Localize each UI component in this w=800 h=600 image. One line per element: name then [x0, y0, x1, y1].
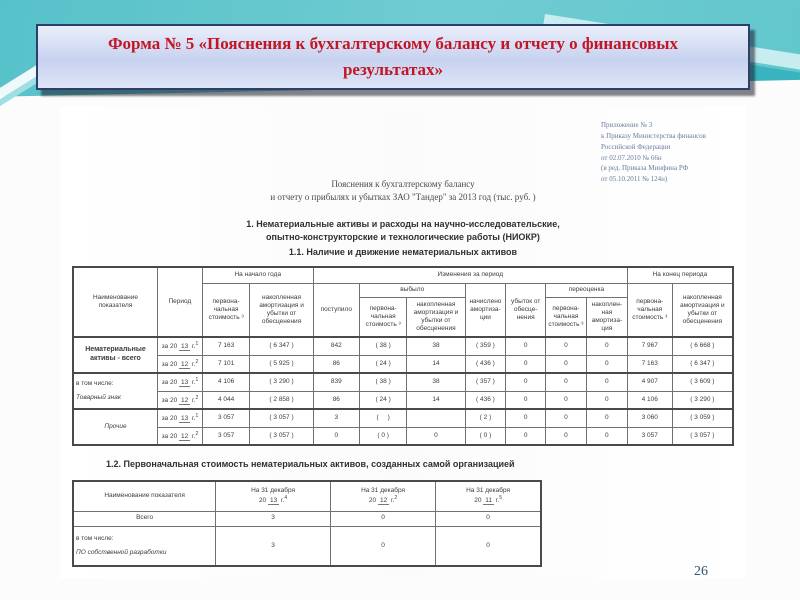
table-header-cell: убыток от обесце-нения	[506, 283, 546, 337]
value-cell: ( 3 059 )	[672, 409, 733, 427]
value-cell: 0	[546, 355, 587, 373]
header-row	[73, 481, 541, 511]
value-cell: ( 38 )	[359, 337, 407, 355]
value-cell: ( 3 057 )	[250, 427, 313, 445]
value-cell: ( 2 858 )	[250, 391, 313, 409]
table-header-cell: накопленная амортизация и убытки от обесценения	[672, 283, 733, 337]
row-label-main: ПО собственной разработки	[76, 548, 167, 556]
footnote-ref: 2	[394, 495, 398, 502]
table-header-cell: накоплен-ная амортиза-ция	[586, 297, 627, 337]
footnote-ref: 1	[195, 377, 199, 384]
value-cell: 0	[586, 391, 627, 409]
section-1-2-heading: 1.2. Первоначальная стоимость нематериальных активов, созданных самой организацией	[106, 459, 515, 469]
footnote-ref: 1	[195, 413, 199, 420]
value-cell: 0	[330, 511, 435, 526]
underlined-year: 13	[269, 497, 278, 505]
table-row	[73, 355, 733, 373]
underlined-year: 11	[485, 497, 492, 505]
table-row	[73, 337, 733, 355]
value-cell: 38	[407, 337, 465, 355]
underlined-year: 13	[181, 379, 189, 387]
value-cell: 0	[586, 409, 627, 427]
value-cell: 3	[216, 511, 331, 526]
section-1-line: опытно-конструкторские и технологические работы (НИОКР)	[266, 232, 540, 243]
section-1-line: 1. Нематериальные активы и расходы на научно-исследовательские,	[246, 219, 560, 229]
table-row	[73, 427, 733, 445]
value-cell: 842	[313, 337, 359, 355]
table-row	[73, 391, 733, 409]
value-cell: ( 6 347 )	[250, 337, 313, 355]
value-cell: 0	[407, 427, 465, 445]
value-cell: ( 24 )	[359, 391, 407, 409]
value-cell: 4 106	[202, 373, 250, 391]
value-cell: 0	[546, 337, 587, 355]
value-cell: 0	[586, 355, 627, 373]
value-cell: 3	[313, 409, 359, 427]
table-header-cell	[330, 481, 435, 511]
table-header-cell: первона-чальная стоимость ³	[359, 297, 407, 337]
value-cell: ( 24 )	[359, 355, 407, 373]
annotation-line: к Приказу Министерства финансов	[601, 131, 706, 140]
slide-title-plaque	[36, 24, 750, 90]
date-header-line: 20 11 г.$^5$	[474, 495, 502, 505]
value-cell: 3 057	[627, 427, 672, 445]
period-cell: за 20 13 г.$^1$	[157, 337, 202, 355]
value-cell: 0	[546, 409, 587, 427]
date-header-line: 20 12 г.$^2$	[368, 495, 398, 505]
value-cell: 0	[330, 526, 435, 566]
table-1-2	[72, 480, 542, 567]
value-cell: 4 106	[627, 391, 672, 409]
value-cell: 3 057	[202, 409, 250, 427]
value-cell: 0	[506, 355, 546, 373]
underlined-year: 12	[181, 396, 189, 404]
section-1-heading	[60, 218, 746, 244]
table-header-cell: выбыло	[359, 283, 465, 297]
table-header-cell: Наименование показателя	[73, 481, 216, 511]
value-cell: 0	[586, 373, 627, 391]
value-cell: 0	[586, 427, 627, 445]
period-cell: за 20 12 г.$^2$	[157, 355, 202, 373]
value-cell: 0	[436, 526, 541, 566]
legal-annotation	[601, 120, 771, 185]
annotation-line: от 02.07.2010 № 66н	[601, 153, 662, 162]
value-cell: ( 436 )	[465, 391, 506, 409]
date-header-line: На 31 декабря	[466, 487, 511, 495]
table-1-2-head	[73, 481, 541, 511]
value-cell: ( 6 668 )	[672, 337, 733, 355]
table-1-1-body	[73, 337, 733, 445]
underlined-year: 13	[181, 343, 189, 351]
value-cell: 14	[407, 355, 465, 373]
value-cell: 839	[313, 373, 359, 391]
underlined-year: 12	[181, 360, 189, 368]
page-number: 26	[694, 564, 708, 579]
value-cell: ( 357 )	[465, 373, 506, 391]
table-header-cell: начислено амортиза-ции	[465, 283, 506, 337]
footnote-ref: 5	[499, 495, 502, 502]
footnote-ref: 2	[195, 430, 199, 437]
table-header-cell: переоценка	[546, 283, 628, 297]
date-header-line: На 31 декабря	[361, 487, 406, 495]
value-cell: 7 101	[202, 355, 250, 373]
document-title	[60, 178, 746, 204]
table-row	[73, 373, 733, 391]
annotation-line: Приложение № 3	[601, 121, 653, 129]
table-header-cell: первона-чальная стоимость ³	[546, 297, 587, 337]
table-header-cell: поступило	[313, 283, 359, 337]
table-header-cell: первона-чальная стоимость ³	[202, 283, 250, 337]
value-cell	[407, 409, 465, 427]
value-cell: ( 0 )	[359, 427, 407, 445]
value-cell: ( 436 )	[465, 355, 506, 373]
table-header-cell: Изменения за период	[313, 267, 627, 283]
table-header-cell: накопленная амортизация и убытки от обесценения	[407, 297, 465, 337]
value-cell: 0	[506, 409, 546, 427]
row-label-main: Товарный знак	[76, 394, 121, 401]
table-row	[73, 511, 541, 526]
value-cell: 4 044	[202, 391, 250, 409]
footnote-ref: 2	[195, 358, 199, 365]
table-header-cell: На начало года	[202, 267, 313, 283]
table-row	[73, 526, 541, 566]
document-title-line: Пояснения к бухгалтерскому балансу	[331, 179, 475, 189]
document-title-line: и отчету о прибылях и убытках ЗАО "Тандер" за 2013 год (тыс. руб. )	[270, 192, 536, 203]
value-cell: 3 060	[627, 409, 672, 427]
value-cell: ( 359 )	[465, 337, 506, 355]
underlined-year: 12	[181, 432, 189, 440]
value-cell: ( 6 347 )	[672, 355, 733, 373]
value-cell: 86	[313, 355, 359, 373]
table-header-cell	[216, 481, 331, 511]
period-cell: за 20 12 г.$^2$	[157, 427, 202, 445]
row-label	[73, 373, 157, 409]
value-cell: ( 38 )	[359, 373, 407, 391]
value-cell: 0	[436, 511, 541, 526]
annotation-line: от 05.10.2011 № 124н)	[601, 175, 668, 184]
underlined-year: 13	[181, 415, 189, 423]
row-label: Всего	[73, 511, 216, 526]
value-cell: ( 3 057 )	[672, 427, 733, 445]
value-cell: ( 3 290 )	[250, 373, 313, 391]
section-1-1-heading: 1.1. Наличие и движение нематериальных активов	[288, 247, 518, 257]
value-cell: ( 5 925 )	[250, 355, 313, 373]
value-cell: ( 0 )	[465, 427, 506, 445]
value-cell: ( )	[359, 409, 407, 427]
value-cell: 0	[546, 427, 587, 445]
period-cell: за 20 13 г.$^1$	[157, 409, 202, 427]
value-cell: ( 3 057 )	[250, 409, 313, 427]
row-label	[73, 526, 216, 566]
footnote-ref: 1	[195, 341, 199, 348]
table-header-cell: Наименование показателя	[73, 267, 157, 337]
period-cell: за 20 12 г.$^2$	[157, 391, 202, 409]
value-cell: 0	[546, 373, 587, 391]
value-cell: 0	[506, 427, 546, 445]
value-cell: 4 907	[627, 373, 672, 391]
table-row	[73, 409, 733, 427]
value-cell: 3	[216, 526, 331, 566]
slide-title: Форма № 5 «Пояснения к бухгалтерскому балансу и отчету о финансовых результатах»	[107, 33, 679, 79]
row-label-top: в том числе:	[76, 534, 114, 542]
value-cell: 7 163	[627, 355, 672, 373]
value-cell: 0	[546, 391, 587, 409]
value-cell: 86	[313, 391, 359, 409]
period-cell: за 20 13 г.$^1$	[157, 373, 202, 391]
value-cell: ( 3 290 )	[672, 391, 733, 409]
table-1-2-body	[73, 511, 541, 566]
annotation-line: Российской Федерации	[601, 142, 671, 151]
value-cell: 3 057	[202, 427, 250, 445]
footnote-ref: 4	[284, 495, 288, 502]
footnote-ref: 2	[195, 394, 199, 401]
scanned-document	[60, 106, 746, 578]
row-label: Прочие	[73, 409, 157, 445]
table-header-cell	[436, 481, 541, 511]
value-cell: ( 3 609 )	[672, 373, 733, 391]
header-row	[73, 267, 733, 283]
value-cell: 7 163	[202, 337, 250, 355]
value-cell: 0	[506, 391, 546, 409]
table-header-cell: На конец периода	[627, 267, 733, 283]
date-header-line: 20 13 г.$^4$	[258, 495, 288, 505]
table-header-cell: первона-чальная стоимость ³	[627, 283, 672, 337]
date-header-line: На 31 декабря	[251, 487, 296, 495]
value-cell: 38	[407, 373, 465, 391]
annotation-line: (в ред. Приказа Минфина РФ	[601, 164, 689, 173]
table-1-1-head	[73, 267, 733, 337]
value-cell: 7 967	[627, 337, 672, 355]
table-header-cell: накопленная амортизация и убытки от обесценения	[250, 283, 313, 337]
value-cell: 0	[506, 373, 546, 391]
table-1-1	[72, 266, 734, 446]
value-cell: 14	[407, 391, 465, 409]
value-cell: 0	[313, 427, 359, 445]
underlined-year: 12	[379, 497, 388, 505]
value-cell: 0	[506, 337, 546, 355]
table-header-cell: Период	[157, 267, 202, 337]
row-label: Нематериальные активы - всего	[73, 337, 157, 373]
value-cell: ( 2 )	[465, 409, 506, 427]
row-label-top: в том числе:	[76, 379, 114, 387]
value-cell: 0	[586, 337, 627, 355]
